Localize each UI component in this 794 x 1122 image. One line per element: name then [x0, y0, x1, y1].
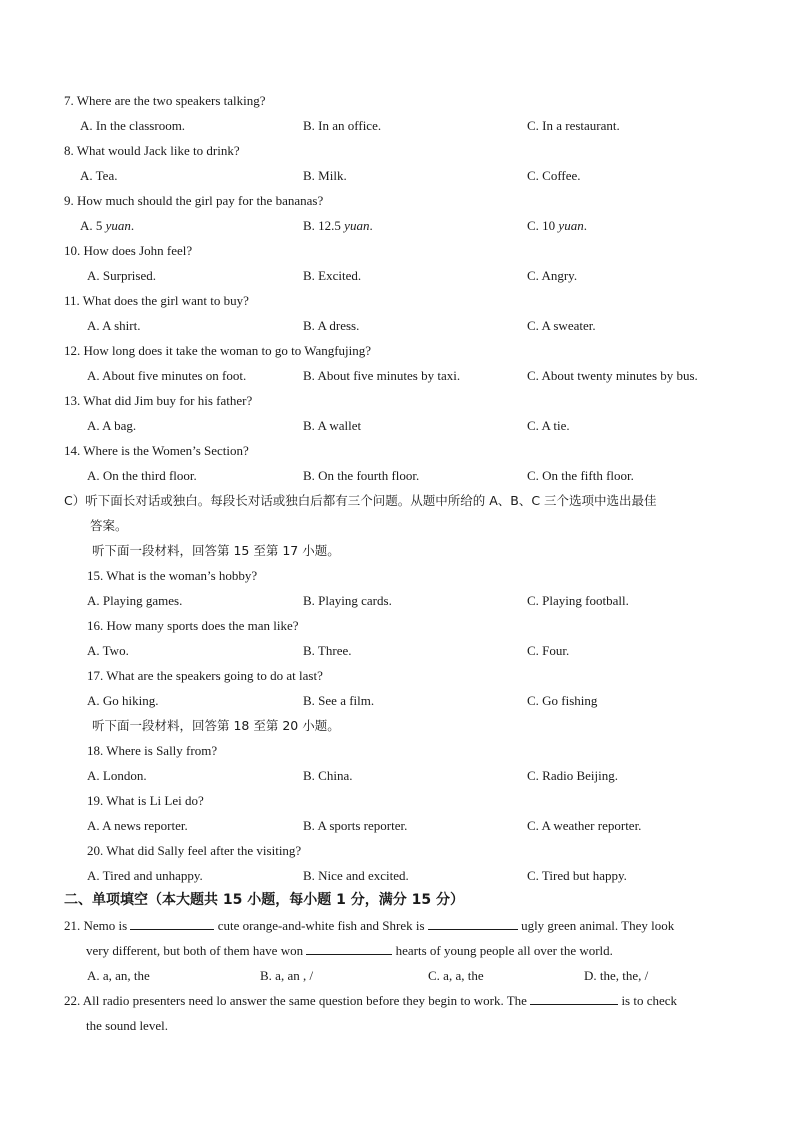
q17-option-c: C. Go fishing	[527, 693, 598, 708]
q9-a-unit: yuan	[105, 218, 131, 233]
question-10: 10. How does John feel?	[64, 243, 193, 258]
q20-option-b: B. Nice and excited.	[303, 868, 409, 883]
q20-option-a: A. Tired and unhappy.	[87, 868, 203, 883]
q12-option-a: A. About five minutes on foot.	[87, 368, 247, 383]
section-c-intro-18-20: 听下面一段材料，回答第 18 至第 20 小题。	[92, 718, 340, 733]
q8-option-c: C. Coffee.	[527, 168, 581, 183]
q17-option-a: A. Go hiking.	[87, 693, 159, 708]
section-c-intro-15-17: 听下面一段材料，回答第 15 至第 17 小题。	[92, 543, 340, 558]
question-13: 13. What did Jim buy for his father?	[64, 393, 253, 408]
question-12: 12. How long does it take the woman to go to Wangfujing?	[64, 343, 372, 358]
q18-option-b: B. China.	[303, 768, 353, 783]
question-11: 11. What does the girl want to buy?	[64, 293, 249, 308]
question-17: 17. What are the speakers going to do at last?	[87, 668, 323, 683]
question-21-cont	[86, 942, 613, 960]
q21-blank-3	[306, 942, 392, 955]
q9-a-period: .	[130, 218, 135, 233]
q11-option-c: C. A sweater.	[527, 318, 596, 333]
q18-option-a: A. London.	[87, 768, 147, 783]
question-19: 19. What is Li Lei do?	[87, 793, 204, 808]
q13-option-b: B. A wallet	[303, 418, 362, 433]
q17-option-b: B. See a film.	[303, 693, 375, 708]
question-8: 8. What would Jack like to drink?	[64, 143, 240, 158]
q21-option-d: D. the, the, /	[584, 968, 649, 983]
q11-option-b: B. A dress.	[303, 318, 360, 333]
q21-option-a: A. a, an, the	[87, 968, 150, 983]
question-7: 7. Where are the two speakers talking?	[64, 93, 266, 108]
q15-option-a: A. Playing games.	[87, 593, 183, 608]
q8-option-b: B. Milk.	[303, 168, 347, 183]
question-18: 18. Where is Sally from?	[87, 743, 218, 758]
q16-option-a: A. Two.	[87, 643, 129, 658]
question-16: 16. How many sports does the man like?	[87, 618, 299, 633]
question-20: 20. What did Sally feel after the visiting?	[87, 843, 302, 858]
q9-b-unit: yuan	[344, 218, 370, 233]
q7-option-b: B. In an office.	[303, 118, 382, 133]
q10-option-a: A. Surprised.	[87, 268, 156, 283]
q19-option-a: A. A news reporter.	[87, 818, 188, 833]
q9-b-amount: B. 12.5	[303, 218, 345, 233]
q18-option-c: C. Radio Beijing.	[527, 768, 618, 783]
q21-text-1: 21. Nemo is	[64, 918, 131, 933]
q9-option-b	[303, 217, 373, 235]
section-c-instruction-cont: 答案。	[90, 518, 128, 533]
part-2-heading: 二、单项填空（本大题共 15 小题，每小题 1 分，满分 15 分）	[64, 892, 464, 908]
q7-option-a: A. In the classroom.	[80, 118, 186, 133]
q9-a-amount: A. 5	[80, 218, 106, 233]
q21-option-b: B. a, an , /	[260, 968, 314, 983]
question-22	[64, 992, 677, 1010]
question-9: 9. How much should the girl pay for the bananas?	[64, 193, 324, 208]
q9-c-period: .	[583, 218, 587, 233]
q19-option-b: B. A sports reporter.	[303, 818, 408, 833]
question-15: 15. What is the woman’s hobby?	[87, 568, 258, 583]
q10-option-c: C. Angry.	[527, 268, 578, 283]
q21-text-2: cute orange-and-white fish and Shrek is	[214, 918, 428, 933]
q22-text-1: 22. All radio presenters need lo answer the same question before they begin to work. The	[64, 993, 531, 1008]
q12-option-b: B. About five minutes by taxi.	[303, 368, 461, 383]
q20-option-c: C. Tired but happy.	[527, 868, 627, 883]
q14-option-a: A. On the third floor.	[87, 468, 197, 483]
q22-blank	[530, 992, 618, 1005]
q19-option-c: C. A weather reporter.	[527, 818, 642, 833]
q14-option-b: B. On the fourth floor.	[303, 468, 420, 483]
q21-text-4: very different, but both of them have won	[86, 943, 307, 958]
q22-text-2: is to check	[618, 993, 678, 1008]
q7-option-c: C. In a restaurant.	[527, 118, 620, 133]
q21-blank-1	[130, 917, 214, 930]
q21-blank-2	[428, 917, 518, 930]
section-c-instruction: C）听下面长对话或独白。每段长对话或独白后都有三个问题。从题中所给的 A、B、C 三个选项中选出最佳	[64, 493, 657, 508]
q16-option-c: C. Four.	[527, 643, 570, 658]
q10-option-b: B. Excited.	[303, 268, 362, 283]
q9-option-c	[527, 217, 587, 235]
q12-option-c: C. About twenty minutes by bus.	[527, 368, 698, 383]
question-22-cont: the sound level.	[86, 1018, 168, 1033]
q8-option-a: A. Tea.	[80, 168, 118, 183]
q9-b-period: .	[369, 218, 373, 233]
q9-option-a	[80, 217, 134, 235]
q11-option-a: A. A shirt.	[87, 318, 141, 333]
question-21	[64, 917, 674, 935]
q21-text-5: hearts of young people all over the world.	[392, 943, 613, 958]
q9-c-amount: C. 10	[527, 218, 559, 233]
q15-option-c: C. Playing football.	[527, 593, 629, 608]
q9-c-unit: yuan	[558, 218, 584, 233]
q16-option-b: B. Three.	[303, 643, 352, 658]
q13-option-c: C. A tie.	[527, 418, 570, 433]
q21-option-c: C. a, a, the	[428, 968, 484, 983]
q15-option-b: B. Playing cards.	[303, 593, 392, 608]
question-14: 14. Where is the Women’s Section?	[64, 443, 249, 458]
q13-option-a: A. A bag.	[87, 418, 137, 433]
q14-option-c: C. On the fifth floor.	[527, 468, 634, 483]
q21-text-3: ugly green animal. They look	[517, 918, 675, 933]
